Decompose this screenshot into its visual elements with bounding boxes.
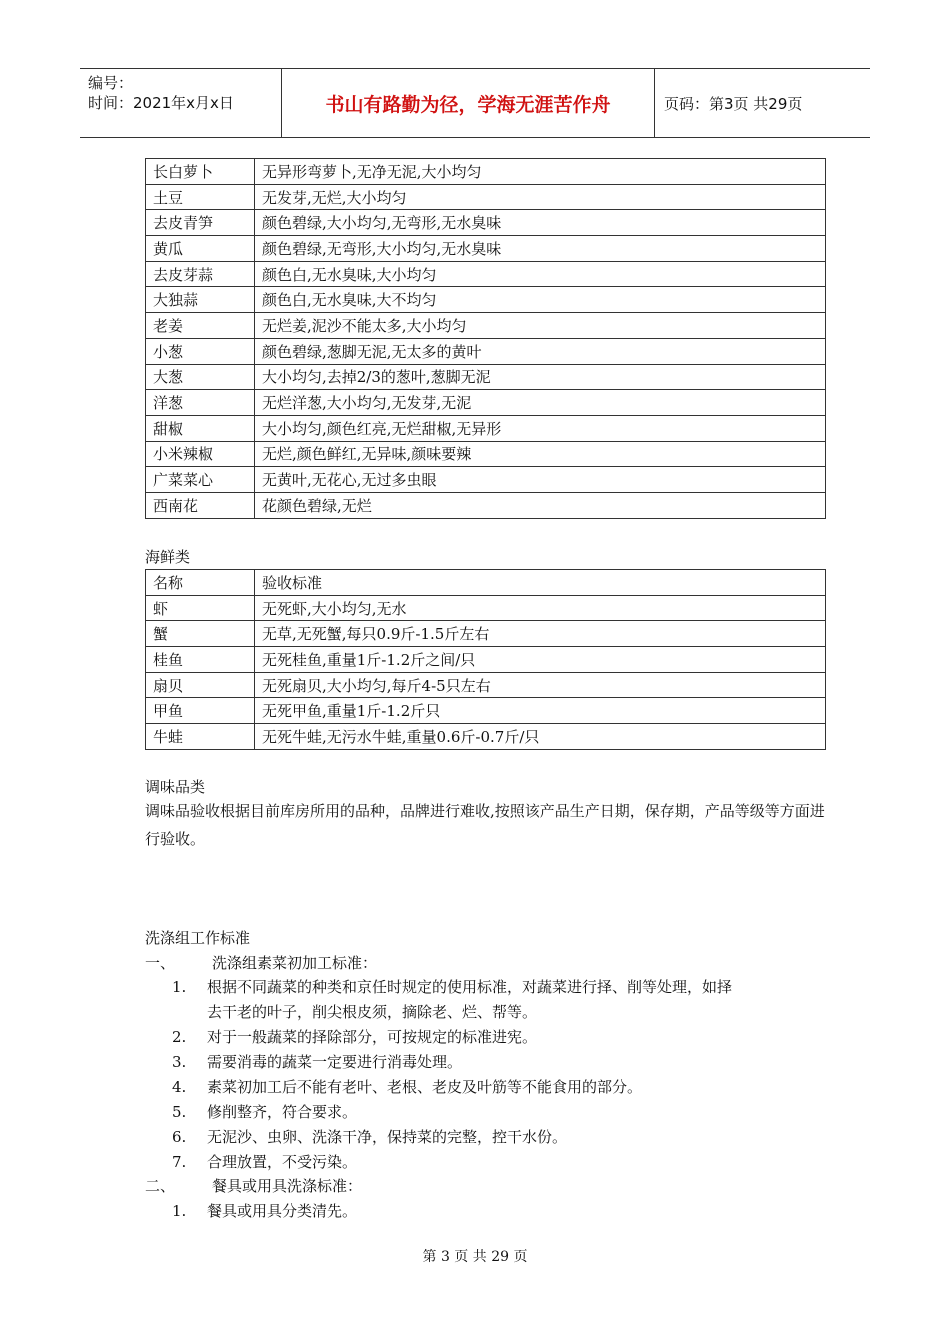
standard-cell: 验收标准 <box>255 570 826 596</box>
washing-title: 洗涤组工作标准 <box>145 929 251 947</box>
name-cell: 甲鱼 <box>146 698 255 724</box>
table-row <box>146 236 826 262</box>
seafood-table <box>145 569 826 750</box>
standard-cell: 无烂姜,泥沙不能太多,大小均匀 <box>255 313 826 339</box>
standard-cell: 颜色碧绿,葱脚无泥,无太多的黄叶 <box>255 338 826 364</box>
list-item-number: 1. <box>172 1202 187 1220</box>
section1-marker: 一、 <box>145 954 176 972</box>
table-row <box>146 184 826 210</box>
name-cell: 名称 <box>146 570 255 596</box>
list-item: 对于一般蔬菜的择除部分，可按规定的标准进宪。 <box>207 1028 538 1046</box>
name-cell: 土豆 <box>146 184 255 210</box>
table-row <box>146 390 826 416</box>
standard-cell: 无发芽,无烂,大小均匀 <box>255 184 826 210</box>
standard-cell: 大小均匀,颜色红亮,无烂甜椒,无异形 <box>255 415 826 441</box>
table-row <box>146 724 826 750</box>
name-cell: 大独蒜 <box>146 287 255 313</box>
table-row <box>146 287 826 313</box>
standard-cell: 无烂洋葱,大小均匀,无发芽,无泥 <box>255 390 826 416</box>
list-item-number: 1. <box>172 978 187 996</box>
name-cell: 桂鱼 <box>146 647 255 673</box>
standard-cell: 颜色白,无水臭味,大不均匀 <box>255 287 826 313</box>
list-item: 需要消毒的蔬菜一定要进行消毒处理。 <box>207 1053 463 1071</box>
standard-cell: 无异形弯萝卜,无净无泥,大小均匀 <box>255 159 826 185</box>
list-item-number: 7. <box>172 1153 187 1171</box>
section2-heading: 餐具或用具洗涤标准： <box>212 1177 363 1195</box>
standard-cell: 颜色碧绿,大小均匀,无弯形,无水臭味 <box>255 210 826 236</box>
standard-cell: 颜色白,无水臭味,大小均匀 <box>255 261 826 287</box>
section2-marker: 二、 <box>145 1177 176 1195</box>
table-row <box>146 698 826 724</box>
list-item: 素菜初加工后不能有老叶、老根、老皮及叶筋等不能食用的部分。 <box>207 1078 643 1096</box>
name-cell: 黄瓜 <box>146 236 255 262</box>
table-row <box>146 313 826 339</box>
table-row <box>146 441 826 467</box>
table-row <box>146 672 826 698</box>
list-item-number: 6. <box>172 1128 187 1146</box>
table-row <box>146 647 826 673</box>
name-cell: 长白萝卜 <box>146 159 255 185</box>
table-row <box>146 595 826 621</box>
list-item: 合理放置，不受污染。 <box>207 1153 358 1171</box>
table-row <box>146 415 826 441</box>
page-header <box>80 68 870 138</box>
table-row <box>146 261 826 287</box>
name-cell: 小葱 <box>146 338 255 364</box>
name-cell: 牛蛙 <box>146 724 255 750</box>
section1-heading: 洗涤组素菜初加工标准： <box>212 954 378 972</box>
name-cell: 广菜菜心 <box>146 467 255 493</box>
standard-cell: 无死虾,大小均匀,无水 <box>255 595 826 621</box>
page-footer: 第 3 页 共 29 页 <box>422 1249 528 1265</box>
standard-cell: 无死桂鱼,重量1斤-1.2斤之间/只 <box>255 647 826 673</box>
standard-cell: 无黄叶,无花心,无过多虫眼 <box>255 467 826 493</box>
standard-cell: 无草,无死蟹,每只0.9斤-1.5斤左右 <box>255 621 826 647</box>
standard-cell: 无死甲鱼,重量1斤-1.2斤只 <box>255 698 826 724</box>
standard-cell: 大小均匀,去掉2/3的葱叶,葱脚无泥 <box>255 364 826 390</box>
table-row <box>146 338 826 364</box>
name-cell: 扇贝 <box>146 672 255 698</box>
list-item: 根据不同蔬菜的种类和京任时规定的使用标准，对蔬菜进行择、削等处理，如择 <box>207 978 733 996</box>
name-cell: 蟹 <box>146 621 255 647</box>
standard-cell: 花颜色碧绿,无烂 <box>255 492 826 518</box>
name-cell: 大葱 <box>146 364 255 390</box>
time-label: 时间：2021年x月x日 <box>88 94 234 112</box>
list-item: 无泥沙、虫卵、洗涤干净，保持菜的完整，控干水份。 <box>207 1128 568 1146</box>
table-row <box>146 210 826 236</box>
code-label: 编号： <box>88 74 134 92</box>
table-row <box>146 364 826 390</box>
vegetable-table <box>145 158 826 519</box>
list-item-number: 2. <box>172 1028 187 1046</box>
name-cell: 虾 <box>146 595 255 621</box>
table-row <box>146 159 826 185</box>
table-row <box>146 492 826 518</box>
seasoning-body: 调味品验收根据目前库房所用的品种，品牌进行难收,按照该产品生产日期，保存期，产品等级等方面进行验收。 <box>145 802 825 848</box>
seasoning-title: 调味品类 <box>145 778 206 796</box>
name-cell: 去皮青笋 <box>146 210 255 236</box>
name-cell: 小米辣椒 <box>146 441 255 467</box>
standard-cell: 无死扇贝,大小均匀,每斤4-5只左右 <box>255 672 826 698</box>
list-item-number: 4. <box>172 1078 187 1096</box>
name-cell: 洋葱 <box>146 390 255 416</box>
list-item: 修削整齐，符合要求。 <box>207 1103 358 1121</box>
table-row <box>146 621 826 647</box>
header-motto: 书山有路勤为径，学海无涯苦作舟 <box>282 69 655 137</box>
name-cell: 去皮芽蒜 <box>146 261 255 287</box>
list-item-number: 3. <box>172 1053 187 1071</box>
list-item: 餐具或用具分类清先。 <box>207 1202 358 1220</box>
list-item-continuation: 去干老的叶子，削尖根皮须，摘除老、烂、帮等。 <box>207 1003 538 1021</box>
name-cell: 西南花 <box>146 492 255 518</box>
standard-cell: 无烂,颜色鲜红,无异味,颜味要辣 <box>255 441 826 467</box>
standard-cell: 无死牛蛙,无污水牛蛙,重量0.6斤-0.7斤/只 <box>255 724 826 750</box>
name-cell: 老姜 <box>146 313 255 339</box>
list-item-number: 5. <box>172 1103 187 1121</box>
table-row <box>146 570 826 596</box>
table-row <box>146 467 826 493</box>
seafood-title: 海鲜类 <box>145 548 191 566</box>
header-page-info: 页码：第3页 共29页 <box>664 94 803 113</box>
name-cell: 甜椒 <box>146 415 255 441</box>
header-meta <box>80 69 282 137</box>
standard-cell: 颜色碧绿,无弯形,大小均匀,无水臭味 <box>255 236 826 262</box>
